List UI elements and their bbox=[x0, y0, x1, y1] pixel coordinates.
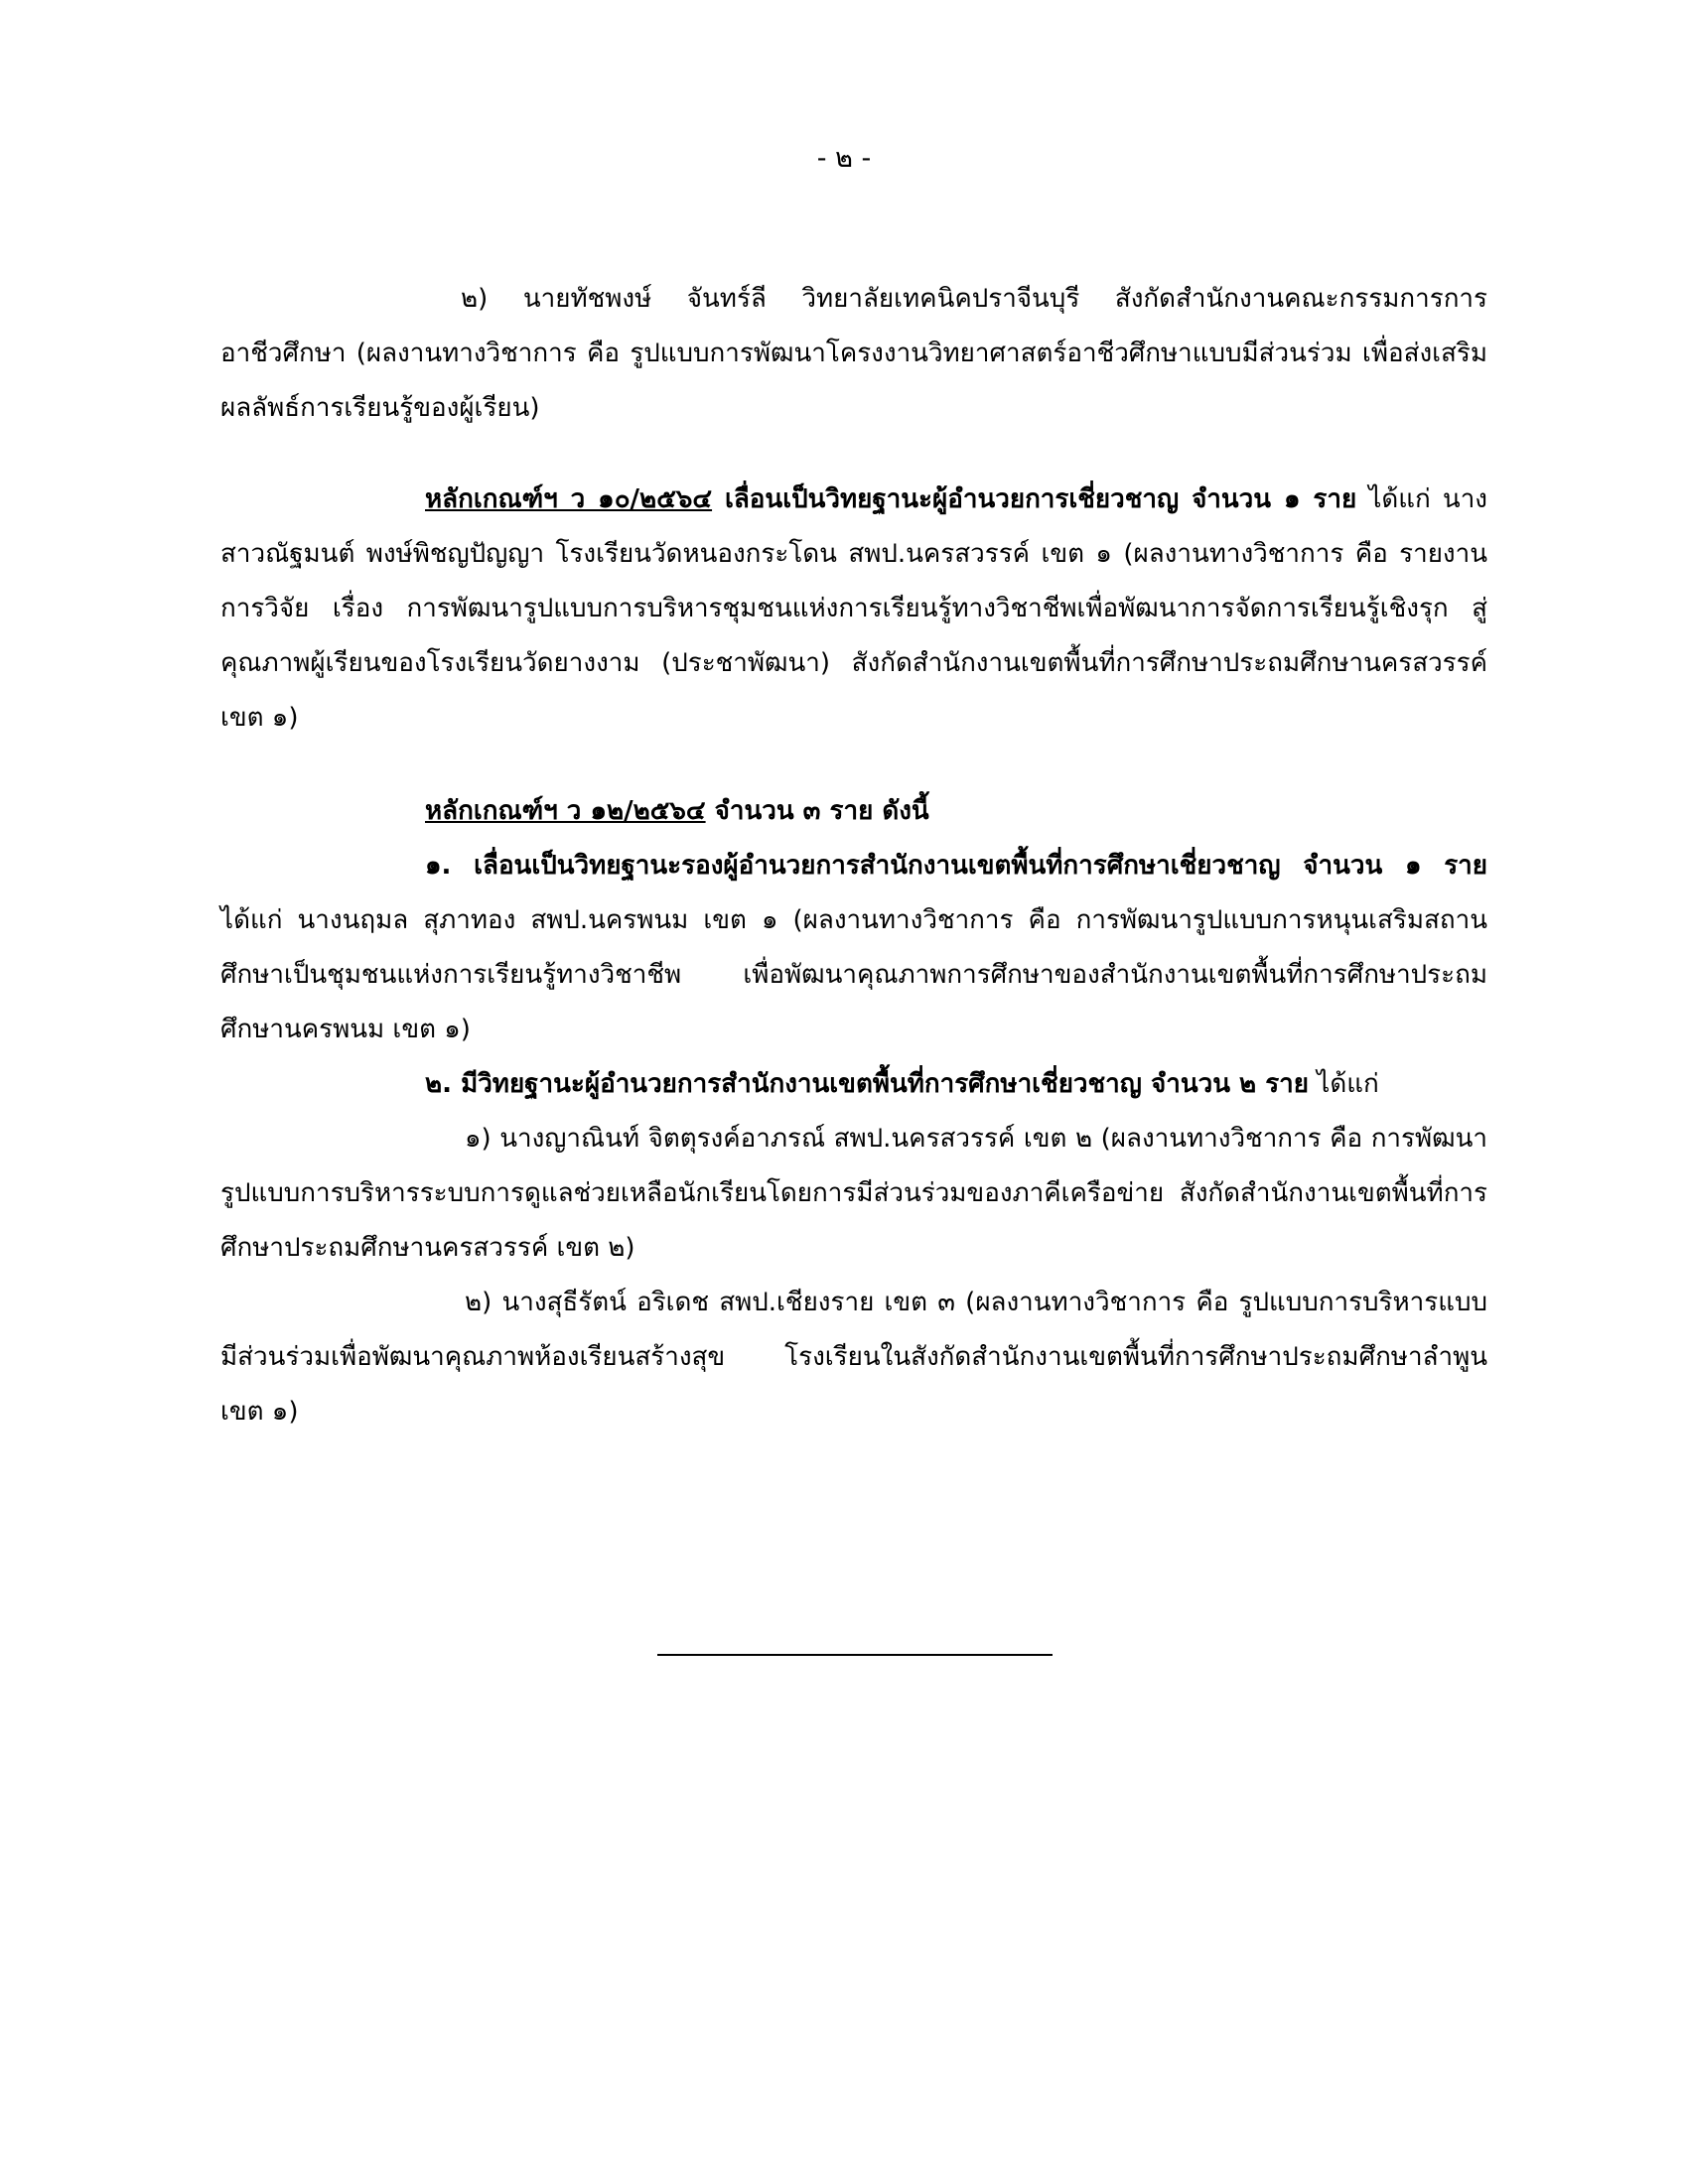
paragraph-criteria-12 bbox=[220, 784, 1487, 839]
paragraph-heading: เลื่อนเป็นวิทยฐานะผู้อำนวยการเชี่ยวชาญ จำนวน ๑ ราย bbox=[712, 484, 1357, 514]
paragraph-item-1-nakhonsawan bbox=[220, 1112, 1487, 1276]
paragraph-item-2-vocational bbox=[220, 272, 1487, 436]
section-heading: ๑. เลื่อนเป็นวิทยฐานะรองผู้อำนวยการสำนักงานเขตพื้นที่การศึกษาเชี่ยวชาญ จำนวน ๑ ราย bbox=[425, 851, 1487, 881]
page-number: - ๒ - bbox=[816, 143, 872, 174]
paragraph-section-2 bbox=[220, 1057, 1487, 1112]
paragraph-criteria-10 bbox=[220, 473, 1487, 746]
criteria-reference: หลักเกณฑ์ฯ ว ๑๐/๒๕๖๔ bbox=[425, 484, 713, 514]
paragraph-text: ได้แก่ นางนฤมล สุภาทอง สพป.นครพนม เขต ๑ (ผลงานทางวิชาการ คือ การพัฒนารูปแบบการหนุนเสริมสถานศึกษาเป็นชุมชนแห่งการเรียนรู้ทางวิชาชีพ เพื่อพัฒนาคุณภาพการศึกษาของสำนักงานเขตพื้นที่การศึกษาประถมศึกษานครพนม เขต ๑) bbox=[220, 905, 1487, 1044]
paragraph-item-2-chiangrai bbox=[220, 1276, 1487, 1439]
paragraph-text: ๒) นายทัชพงษ์ จันทร์ลี วิทยาลัยเทคนิคปราจีนบุรี สังกัดสำนักงานคณะกรรมการการอาชีวศึกษา (ผลงานทางวิชาการ คือ รูปแบบการพัฒนาโครงงานวิทยาศาสตร์อาชีวศึกษาแบบมีส่วนร่วม เพื่อส่งเสริมผลลัพธ์การเรียนรู้ของผู้เรียน) bbox=[220, 284, 1487, 423]
paragraph-text: ได้แก่ bbox=[1309, 1069, 1379, 1099]
paragraph-text: ได้แก่ นางสาวณัฐมนต์ พงษ์พิชญปัญญา โรงเรียนวัดหนองกระโดน สพป.นครสวรรค์ เขต ๑ (ผลงานทางวิชาการ คือ รายงานการวิจัย เรื่อง การพัฒนารูปแบบการบริหารชุมชนแห่งการเรียนรู้ทางวิชาชีพเพื่อพัฒนาการจัดการเรียนรู้เชิงรุก สู่คุณภาพผู้เรียนของโรงเรียนวัดยางงาม (ประชาพัฒนา) สังกัดสำนักงานเขตพื้นที่การศึกษาประถมศึกษานครสวรรค์ เขต ๑) bbox=[220, 484, 1487, 733]
paragraph-section-1 bbox=[220, 839, 1487, 1057]
paragraph-text: ๒) นางสุธีรัตน์ อริเดช สพป.เชียงราย เขต ๓ (ผลงานทางวิชาการ คือ รูปแบบการบริหารแบบมีส่วนร่วมเพื่อพัฒนาคุณภาพห้องเรียนสร้างสุข โรงเรียนในสังกัดสำนักงานเขตพื้นที่การศึกษาประถมศึกษาลำพูน เขต ๑) bbox=[220, 1288, 1487, 1427]
paragraph-text: ๑) นางญาณินท์ จิตตุรงค์อาภรณ์ สพป.นครสวรรค์ เขต ๒ (ผลงานทางวิชาการ คือ การพัฒนารูปแบบการบริหารระบบการดูแลช่วยเหลือนักเรียนโดยการมีส่วนร่วมของภาคีเครือข่าย สังกัดสำนักงานเขตพื้นที่การศึกษาประถมศึกษานครสวรรค์ เขต ๒) bbox=[220, 1124, 1487, 1263]
end-divider-line bbox=[657, 1654, 1053, 1656]
paragraph-heading: จำนวน ๓ ราย ดังนี้ bbox=[705, 796, 929, 826]
criteria-reference: หลักเกณฑ์ฯ ว ๑๒/๒๕๖๔ bbox=[425, 796, 706, 826]
section-heading: ๒. มีวิทยฐานะผู้อำนวยการสำนักงานเขตพื้นที่การศึกษาเชี่ยวชาญ จำนวน ๒ ราย bbox=[425, 1069, 1310, 1099]
